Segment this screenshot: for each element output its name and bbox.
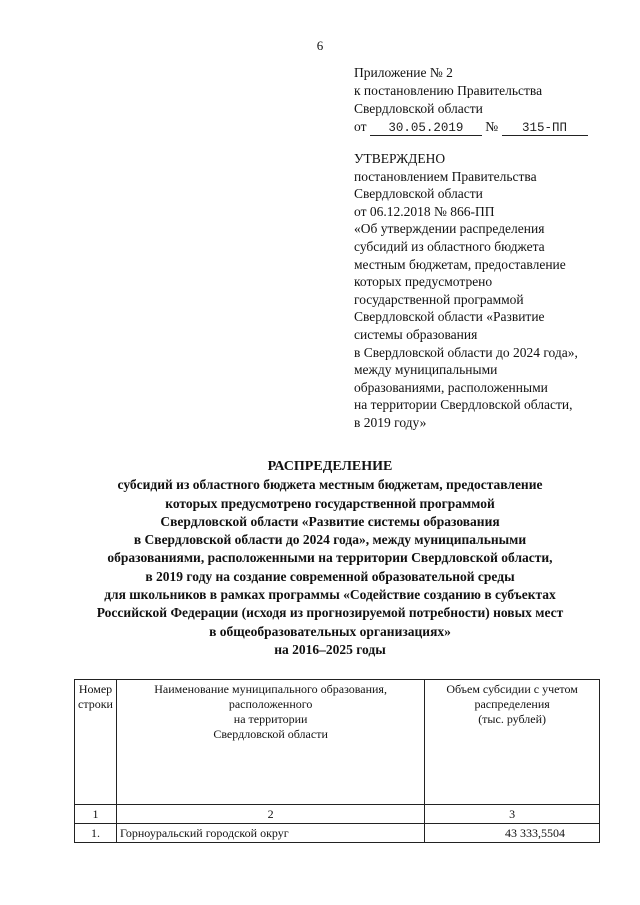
header-text: Наименование муниципального образования, — [154, 682, 387, 696]
title-line: в Свердловской области до 2024 года», между муниципальными — [133, 532, 527, 548]
approved-line: Свердловской области «Развитие — [354, 309, 545, 325]
approved-line: в 2019 году» — [354, 414, 427, 430]
distribution-table — [74, 679, 600, 843]
title-line: Свердловской области «Развитие системы образования — [160, 513, 500, 529]
row-number: 1. — [75, 824, 117, 843]
table-header-row — [75, 680, 600, 805]
approved-line: Свердловской области — [354, 186, 483, 202]
approved-line: от 06.12.2018 № 866-ПП — [354, 203, 495, 219]
header-text: распределения — [474, 697, 550, 711]
attachment-line: Свердловской области — [354, 101, 483, 116]
header-subsidy-amount — [425, 680, 600, 805]
header-text: расположенного — [228, 697, 313, 711]
column-number: 3 — [425, 805, 600, 824]
title-line: Российской Федерации (исходя из прогнозируемой потребности) новых мест — [96, 605, 564, 621]
approved-line: образованиями, расположенными — [354, 379, 548, 395]
attachment-line: к постановлению Правительства — [354, 83, 543, 98]
approved-line: государственной программой — [354, 291, 524, 307]
title-line: субсидий из областного бюджета местным бюджетам, предоставление — [117, 477, 543, 493]
approved-line: системы образования — [354, 326, 478, 342]
header-text: строки — [78, 697, 113, 711]
number-prefix: № — [485, 119, 499, 134]
column-number: 2 — [116, 805, 424, 824]
handwritten-number: 315-ПП — [502, 121, 588, 136]
attachment-date-line — [354, 118, 588, 136]
approved-line: постановлением Правительства — [354, 168, 537, 184]
table-row — [75, 824, 600, 843]
date-prefix: от — [354, 119, 367, 134]
column-number: 1 — [75, 805, 117, 824]
title-line: для школьников в рамках программы «Содействие созданию в субъектах — [104, 587, 556, 603]
title-line: которых предусмотрено государственной программой — [165, 495, 495, 511]
municipality-name: Горноуральский городской округ — [116, 824, 424, 843]
document-title — [60, 458, 600, 659]
header-text: Свердловской области — [213, 727, 328, 741]
header-text: на территории — [233, 712, 308, 726]
handwritten-date: 30.05.2019 — [370, 121, 482, 136]
attachment-block — [354, 64, 588, 136]
header-text: Объем субсидии с учетом — [446, 682, 578, 696]
header-text: (тыс. рублей) — [478, 712, 547, 726]
approved-line: между муниципальными — [354, 362, 498, 378]
approved-line: в Свердловской области до 2024 года», — [354, 344, 578, 360]
attachment-title: Приложение № 2 — [354, 65, 453, 80]
header-municipality — [116, 680, 424, 805]
approved-line: субсидий из областного бюджета — [354, 238, 545, 254]
column-number-row — [75, 805, 600, 824]
subsidy-amount: 43 333,5504 — [425, 824, 600, 843]
header-text: Номер — [78, 682, 113, 696]
title-line: в 2019 году на создание современной образовательной среды — [145, 568, 515, 584]
title-main: РАСПРЕДЕЛЕНИЕ — [267, 459, 393, 474]
approved-line: которых предусмотрено — [354, 274, 493, 290]
header-row-number — [75, 680, 117, 805]
approved-line: местным бюджетам, предоставление — [354, 256, 566, 272]
page-number: 6 — [316, 38, 324, 53]
approved-line: «Об утверждении распределения — [354, 221, 545, 237]
title-line: образованиями, расположенными на территории Свердловской области, — [107, 550, 553, 566]
approved-line: УТВЕРЖДЕНО — [354, 151, 446, 166]
approved-block — [354, 150, 624, 432]
approved-line: на территории Свердловской области, — [354, 397, 573, 413]
title-line: на 2016–2025 годы — [274, 641, 386, 657]
title-line: в общеобразовательных организациях» — [209, 623, 451, 639]
